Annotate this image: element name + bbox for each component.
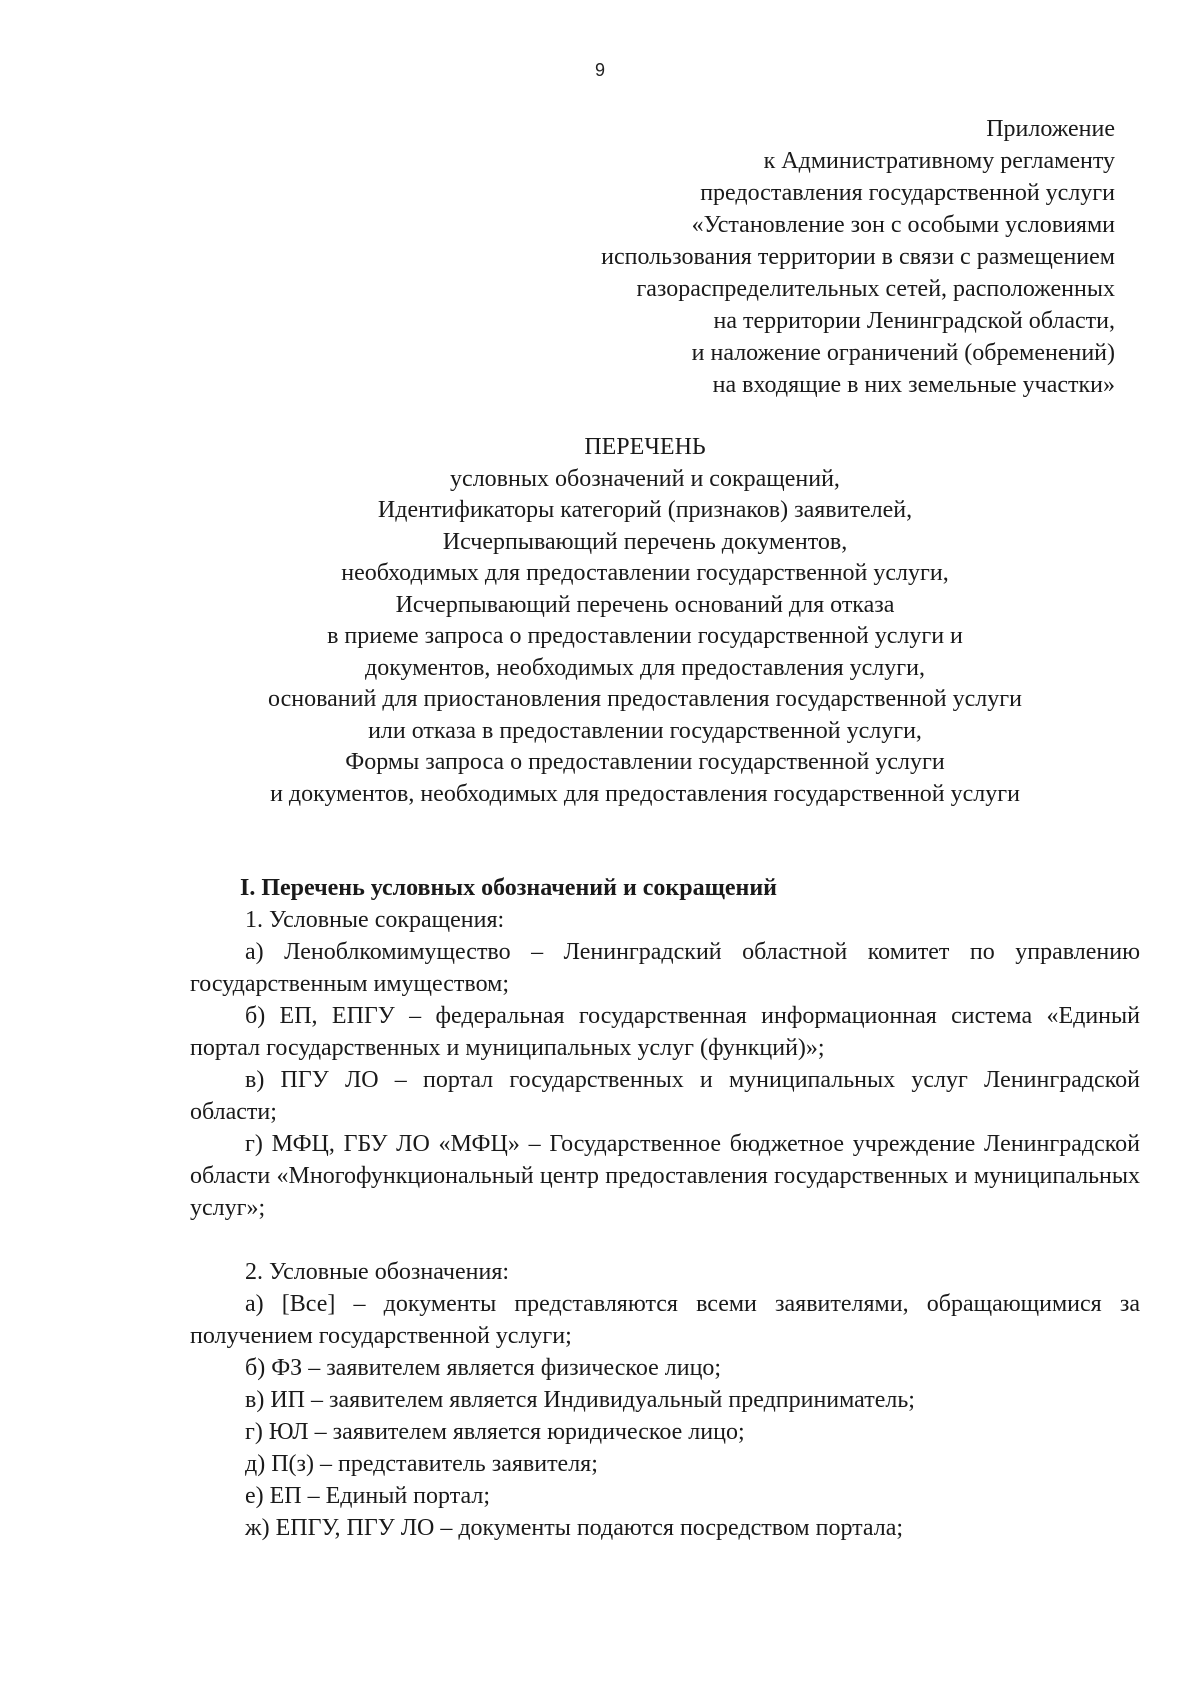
title-line: документов, необходимых для предоставления услуги, — [365, 654, 925, 681]
appendix-line: предоставления государственной услуги — [700, 180, 1115, 206]
symbol-item: г) ЮЛ – заявителем является юридическое лицо; — [245, 1419, 745, 1445]
appendix-line: Приложение — [986, 116, 1115, 142]
symbol-item: ж) ЕПГУ, ПГУ ЛО – документы подаются посредством портала; — [245, 1515, 904, 1541]
paragraph-gap — [190, 1224, 1140, 1256]
abbreviation-item: г) МФЦ, ГБУ ЛО «МФЦ» – Государственное бюджетное учреждение Ленинградской области «Многофункциональный центр предоставления государственных и муниципальных услуг»; — [190, 1131, 1140, 1221]
title-line: необходимых для предоставлении государственной услуги, — [341, 560, 949, 586]
title-line: в приеме запроса о предоставлении государственной услуги и — [327, 623, 963, 649]
title-line: и документов, необходимых для предоставления государственной услуги — [270, 780, 1020, 807]
page-number: 9 — [594, 60, 605, 80]
title-line: ПЕРЕЧЕНЬ — [584, 434, 706, 460]
symbol-item: е) ЕП – Единый портал; — [245, 1483, 490, 1509]
abbreviation-item: в) ПГУ ЛО – портал государственных и муниципальных услуг Ленинградской области; — [190, 1067, 1140, 1125]
title-line: или отказа в предоставлении государственной услуги, — [368, 717, 922, 744]
document-title — [180, 432, 1110, 810]
appendix-line: и наложение ограничений (обременений) — [691, 340, 1115, 366]
symbol-item: в) ИП – заявителем является Индивидуальный предприниматель; — [245, 1387, 915, 1413]
title-line: Исчерпывающий перечень оснований для отказа — [395, 591, 895, 618]
appendix-line: на территории Ленинградской области, — [713, 308, 1115, 334]
appendix-line: газораспределительных сетей, расположенных — [636, 276, 1115, 302]
appendix-line: использования территории в связи с размещением — [601, 244, 1115, 270]
abbreviation-item: а) Леноблкомимущество – Ленинградский областной комитет по управлению государственным имуществом; — [190, 939, 1140, 997]
title-line: оснований для приостановления предоставления государственной услуги — [268, 686, 1022, 712]
title-line: Идентификаторы категорий (признаков) заявителей, — [377, 497, 913, 523]
title-line: Формы запроса о предоставлении государственной услуги — [345, 749, 945, 775]
abbreviation-item: б) ЕП, ЕПГУ – федеральная государственная информационная система «Единый портал государственных и муниципальных услуг (функций)»; — [190, 1003, 1140, 1061]
subsection-heading: 2. Условные обозначения: — [245, 1259, 510, 1285]
section-body — [190, 872, 1140, 1544]
subsection-heading: 1. Условные сокращения: — [245, 907, 505, 933]
symbol-item: а) [Все] – документы представляются всеми заявителями, обращающимися за получением государственной услуги; — [190, 1291, 1140, 1349]
appendix-line: к Административному регламенту — [763, 148, 1115, 174]
appendix-line: «Установление зон с особыми условиями — [691, 212, 1115, 238]
symbol-item: б) ФЗ – заявителем является физическое лицо; — [245, 1355, 722, 1381]
title-line: условных обозначений и сокращений, — [450, 465, 840, 492]
section-heading: I. Перечень условных обозначений и сокращений — [240, 875, 777, 901]
appendix-block — [415, 113, 1115, 401]
appendix-line: на входящие в них земельные участки» — [712, 372, 1115, 398]
symbol-item: д) П(з) – представитель заявителя; — [245, 1451, 598, 1477]
title-line: Исчерпывающий перечень документов, — [442, 528, 848, 555]
